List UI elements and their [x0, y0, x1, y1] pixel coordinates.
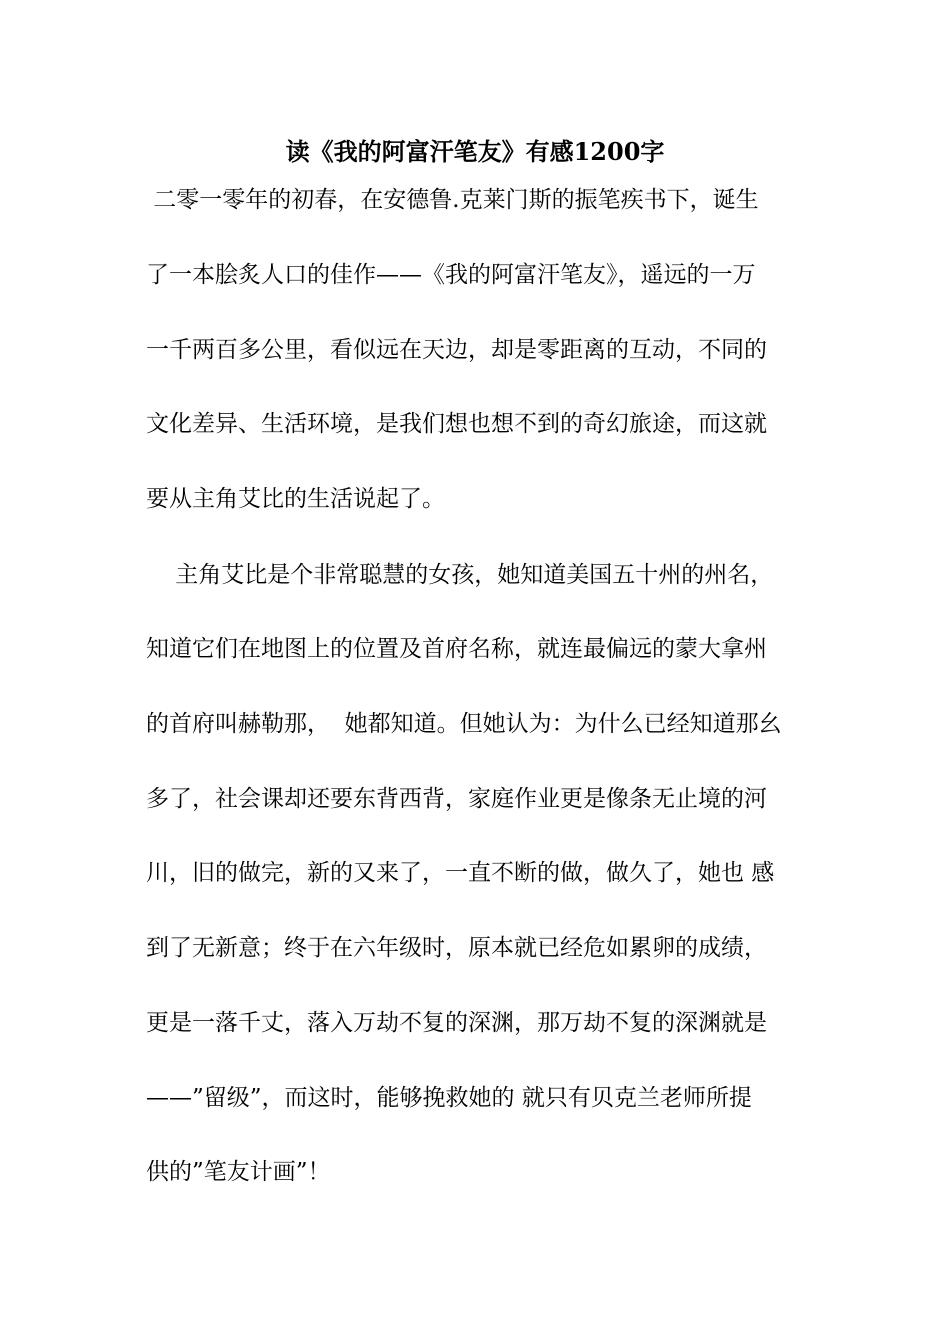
document-title: 读《我的阿富汗笔友》有感1200字 — [285, 137, 665, 166]
text-line-7: 知道它们在地图上的位置及首府名称，就连最偏远的蒙大拿州 — [146, 636, 767, 662]
text-line-4: 文化差异、生活环境，是我们想也想不到的奇幻旅途，而这就 — [146, 411, 767, 437]
text-line-14: 供的”笔友计画”！ — [146, 1159, 331, 1185]
text-line-9: 多了，社会课却还要东背西背，家庭作业更是像条无止境的河 — [146, 786, 767, 812]
text-line-6: 主角艾比是个非常聪慧的女孩，她知道美国五十州的州名， — [146, 562, 774, 588]
text-line-5: 要从主角艾比的生活说起了。 — [146, 486, 445, 512]
text-line-1: 二零一零年的初春，在安德鲁.克莱门斯的振笔疾书下，诞生 — [146, 187, 759, 213]
text-line-8: 的首府叫赫勒那， 她都知道。但她认为：为什么已经知道那幺 — [146, 711, 782, 737]
text-line-13: ——”留级”，而这时，能够挽救她的 就只有贝克兰老师所提 — [146, 1085, 752, 1111]
text-line-3: 一千两百多公里，看似远在天边，却是零距离的互动，不同的 — [146, 337, 767, 363]
text-line-12: 更是一落千丈，落入万劫不复的深渊，那万劫不复的深渊就是 — [146, 1010, 767, 1036]
text-line-11: 到了无新意；终于在六年级时，原本就已经危如累卵的成绩， — [146, 935, 767, 961]
text-line-10: 川，旧的做完，新的又来了，一直不断的做，做久了，她也 感 — [146, 860, 775, 886]
text-line-2: 了一本脍炙人口的佳作——《我的阿富汗笔友》，遥远的一万 — [146, 262, 756, 288]
